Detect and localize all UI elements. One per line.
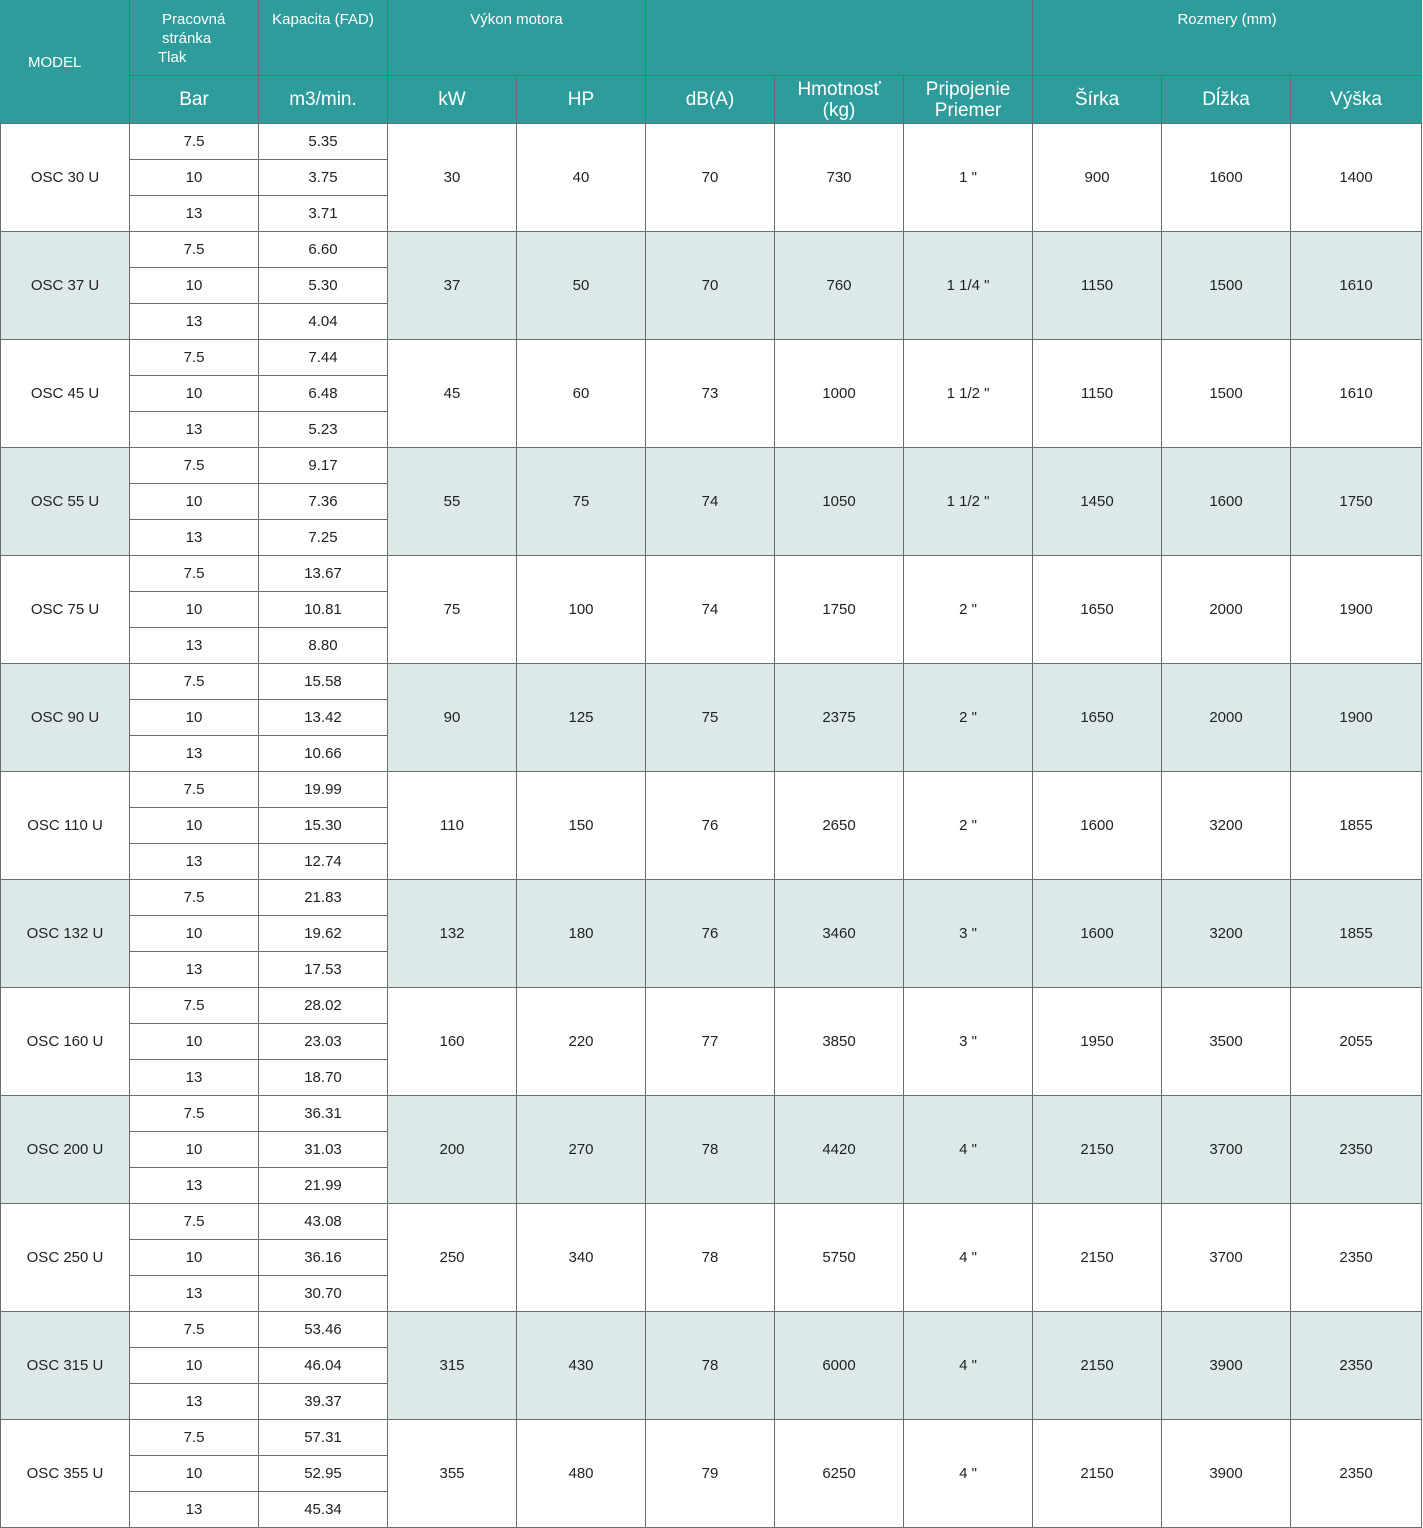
fad-cell: 7.44 bbox=[259, 340, 388, 376]
table-header bbox=[1, 1, 1422, 124]
width-cell: 1450 bbox=[1033, 448, 1162, 556]
width-cell: 1600 bbox=[1033, 880, 1162, 988]
table-row bbox=[1, 1096, 1422, 1132]
db-header: dB(A) bbox=[646, 76, 775, 124]
connection-cell: 4 " bbox=[904, 1096, 1033, 1204]
weight-header-line: (kg) bbox=[822, 99, 856, 121]
bar-cell: 10 bbox=[130, 376, 259, 412]
height-cell: 2350 bbox=[1291, 1420, 1422, 1528]
db-cell: 70 bbox=[646, 232, 775, 340]
hp-cell: 40 bbox=[517, 124, 646, 232]
kw-header: kW bbox=[388, 76, 517, 124]
dimensions-header: Rozmery (mm) bbox=[1033, 1, 1422, 76]
bar-cell: 10 bbox=[130, 1024, 259, 1060]
table-row bbox=[1, 340, 1422, 376]
fad-cell: 28.02 bbox=[259, 988, 388, 1024]
width-header: Šírka bbox=[1033, 76, 1162, 124]
db-cell: 74 bbox=[646, 556, 775, 664]
bar-cell: 13 bbox=[130, 1276, 259, 1312]
fad-cell: 39.37 bbox=[259, 1384, 388, 1420]
width-cell: 1650 bbox=[1033, 556, 1162, 664]
kw-cell: 45 bbox=[388, 340, 517, 448]
hp-cell: 430 bbox=[517, 1312, 646, 1420]
width-cell: 1950 bbox=[1033, 988, 1162, 1096]
m3min-header: m3/min. bbox=[259, 76, 388, 124]
kw-cell: 160 bbox=[388, 988, 517, 1096]
table-row bbox=[1, 232, 1422, 268]
length-cell: 3900 bbox=[1162, 1420, 1291, 1528]
height-cell: 1900 bbox=[1291, 556, 1422, 664]
bar-cell: 13 bbox=[130, 1384, 259, 1420]
bar-cell: 10 bbox=[130, 592, 259, 628]
length-cell: 3500 bbox=[1162, 988, 1291, 1096]
fad-cell: 45.34 bbox=[259, 1492, 388, 1528]
table-row bbox=[1, 124, 1422, 160]
bar-cell: 13 bbox=[130, 412, 259, 448]
weight-cell: 760 bbox=[775, 232, 904, 340]
length-cell: 1600 bbox=[1162, 124, 1291, 232]
bar-cell: 7.5 bbox=[130, 556, 259, 592]
fad-cell: 21.83 bbox=[259, 880, 388, 916]
width-cell: 900 bbox=[1033, 124, 1162, 232]
bar-cell: 7.5 bbox=[130, 664, 259, 700]
fad-cell: 19.99 bbox=[259, 772, 388, 808]
fad-cell: 10.66 bbox=[259, 736, 388, 772]
table-row bbox=[1, 556, 1422, 592]
fad-cell: 4.04 bbox=[259, 304, 388, 340]
height-header: Výška bbox=[1291, 76, 1422, 124]
blank-header bbox=[646, 1, 1033, 76]
length-cell: 1500 bbox=[1162, 340, 1291, 448]
height-cell: 2350 bbox=[1291, 1204, 1422, 1312]
weight-header-line: Hmotnosť bbox=[797, 78, 881, 100]
table-row bbox=[1, 988, 1422, 1024]
fad-cell: 5.30 bbox=[259, 268, 388, 304]
pressure-header-line: Tlak bbox=[158, 48, 187, 66]
db-cell: 77 bbox=[646, 988, 775, 1096]
weight-cell: 2375 bbox=[775, 664, 904, 772]
bar-cell: 7.5 bbox=[130, 1096, 259, 1132]
model-cell: OSC 250 U bbox=[1, 1204, 130, 1312]
hp-cell: 270 bbox=[517, 1096, 646, 1204]
height-cell: 1610 bbox=[1291, 232, 1422, 340]
fad-cell: 36.31 bbox=[259, 1096, 388, 1132]
bar-header: Bar bbox=[130, 76, 259, 124]
height-cell: 2055 bbox=[1291, 988, 1422, 1096]
model-cell: OSC 75 U bbox=[1, 556, 130, 664]
bar-cell: 7.5 bbox=[130, 1420, 259, 1456]
fad-cell: 21.99 bbox=[259, 1168, 388, 1204]
width-cell: 1150 bbox=[1033, 340, 1162, 448]
fad-cell: 6.48 bbox=[259, 376, 388, 412]
connection-cell: 3 " bbox=[904, 988, 1033, 1096]
fad-cell: 23.03 bbox=[259, 1024, 388, 1060]
pressure-header-line: Pracovná bbox=[162, 10, 226, 28]
fad-cell: 9.17 bbox=[259, 448, 388, 484]
bar-cell: 10 bbox=[130, 1132, 259, 1168]
table-row bbox=[1, 1312, 1422, 1348]
model-cell: OSC 37 U bbox=[1, 232, 130, 340]
fad-cell: 5.35 bbox=[259, 124, 388, 160]
width-cell: 1650 bbox=[1033, 664, 1162, 772]
bar-cell: 7.5 bbox=[130, 880, 259, 916]
kw-cell: 132 bbox=[388, 880, 517, 988]
hp-cell: 100 bbox=[517, 556, 646, 664]
fad-cell: 46.04 bbox=[259, 1348, 388, 1384]
bar-cell: 10 bbox=[130, 1240, 259, 1276]
length-cell: 3900 bbox=[1162, 1312, 1291, 1420]
connection-cell: 2 " bbox=[904, 772, 1033, 880]
hp-cell: 180 bbox=[517, 880, 646, 988]
fad-cell: 7.25 bbox=[259, 520, 388, 556]
bar-cell: 7.5 bbox=[130, 232, 259, 268]
kw-cell: 200 bbox=[388, 1096, 517, 1204]
hp-cell: 480 bbox=[517, 1420, 646, 1528]
connection-cell: 1 1/2 " bbox=[904, 448, 1033, 556]
bar-cell: 13 bbox=[130, 1492, 259, 1528]
height-cell: 2350 bbox=[1291, 1312, 1422, 1420]
hp-cell: 75 bbox=[517, 448, 646, 556]
fad-cell: 3.75 bbox=[259, 160, 388, 196]
length-cell: 1500 bbox=[1162, 232, 1291, 340]
bar-cell: 7.5 bbox=[130, 124, 259, 160]
table-row bbox=[1, 1204, 1422, 1240]
hp-cell: 60 bbox=[517, 340, 646, 448]
kw-cell: 315 bbox=[388, 1312, 517, 1420]
fad-cell: 15.58 bbox=[259, 664, 388, 700]
connection-cell: 3 " bbox=[904, 880, 1033, 988]
pressure-header bbox=[130, 1, 259, 76]
weight-header bbox=[775, 76, 904, 124]
width-cell: 1600 bbox=[1033, 772, 1162, 880]
length-cell: 3200 bbox=[1162, 772, 1291, 880]
db-cell: 73 bbox=[646, 340, 775, 448]
weight-cell: 1750 bbox=[775, 556, 904, 664]
weight-cell: 3460 bbox=[775, 880, 904, 988]
db-cell: 79 bbox=[646, 1420, 775, 1528]
kw-cell: 55 bbox=[388, 448, 517, 556]
hp-cell: 340 bbox=[517, 1204, 646, 1312]
kw-cell: 37 bbox=[388, 232, 517, 340]
weight-cell: 6000 bbox=[775, 1312, 904, 1420]
model-cell: OSC 55 U bbox=[1, 448, 130, 556]
length-cell: 2000 bbox=[1162, 664, 1291, 772]
bar-cell: 10 bbox=[130, 1348, 259, 1384]
weight-cell: 1000 bbox=[775, 340, 904, 448]
bar-cell: 7.5 bbox=[130, 988, 259, 1024]
table-row bbox=[1, 880, 1422, 916]
db-cell: 76 bbox=[646, 772, 775, 880]
fad-cell: 53.46 bbox=[259, 1312, 388, 1348]
fad-cell: 13.67 bbox=[259, 556, 388, 592]
hp-cell: 150 bbox=[517, 772, 646, 880]
connection-cell: 1 1/2 " bbox=[904, 340, 1033, 448]
model-header: MODEL bbox=[1, 1, 130, 124]
weight-cell: 1050 bbox=[775, 448, 904, 556]
model-cell: OSC 315 U bbox=[1, 1312, 130, 1420]
db-cell: 78 bbox=[646, 1204, 775, 1312]
kw-cell: 355 bbox=[388, 1420, 517, 1528]
height-cell: 1750 bbox=[1291, 448, 1422, 556]
db-cell: 70 bbox=[646, 124, 775, 232]
fad-cell: 13.42 bbox=[259, 700, 388, 736]
model-cell: OSC 45 U bbox=[1, 340, 130, 448]
connection-cell: 2 " bbox=[904, 556, 1033, 664]
weight-cell: 5750 bbox=[775, 1204, 904, 1312]
model-cell: OSC 355 U bbox=[1, 1420, 130, 1528]
fad-cell: 3.71 bbox=[259, 196, 388, 232]
connection-cell: 2 " bbox=[904, 664, 1033, 772]
table-row bbox=[1, 448, 1422, 484]
hp-header: HP bbox=[517, 76, 646, 124]
length-cell: 3700 bbox=[1162, 1204, 1291, 1312]
kw-cell: 30 bbox=[388, 124, 517, 232]
bar-cell: 10 bbox=[130, 484, 259, 520]
fad-cell: 31.03 bbox=[259, 1132, 388, 1168]
bar-cell: 13 bbox=[130, 1168, 259, 1204]
height-cell: 1855 bbox=[1291, 772, 1422, 880]
fad-cell: 7.36 bbox=[259, 484, 388, 520]
bar-cell: 7.5 bbox=[130, 340, 259, 376]
fad-cell: 10.81 bbox=[259, 592, 388, 628]
kw-cell: 110 bbox=[388, 772, 517, 880]
model-cell: OSC 132 U bbox=[1, 880, 130, 988]
motor-header: Výkon motora bbox=[388, 1, 646, 76]
bar-cell: 13 bbox=[130, 952, 259, 988]
width-cell: 2150 bbox=[1033, 1096, 1162, 1204]
length-cell: 2000 bbox=[1162, 556, 1291, 664]
bar-cell: 13 bbox=[130, 844, 259, 880]
table-row bbox=[1, 1420, 1422, 1456]
hp-cell: 50 bbox=[517, 232, 646, 340]
fad-cell: 12.74 bbox=[259, 844, 388, 880]
connection-cell: 4 " bbox=[904, 1204, 1033, 1312]
hp-cell: 125 bbox=[517, 664, 646, 772]
fad-cell: 52.95 bbox=[259, 1456, 388, 1492]
bar-cell: 7.5 bbox=[130, 448, 259, 484]
fad-cell: 5.23 bbox=[259, 412, 388, 448]
table-body bbox=[1, 124, 1422, 1528]
bar-cell: 10 bbox=[130, 700, 259, 736]
db-cell: 78 bbox=[646, 1312, 775, 1420]
connection-cell: 4 " bbox=[904, 1420, 1033, 1528]
bar-cell: 7.5 bbox=[130, 1204, 259, 1240]
weight-cell: 3850 bbox=[775, 988, 904, 1096]
connection-header bbox=[904, 76, 1033, 124]
kw-cell: 90 bbox=[388, 664, 517, 772]
model-cell: OSC 200 U bbox=[1, 1096, 130, 1204]
weight-cell: 4420 bbox=[775, 1096, 904, 1204]
fad-cell: 30.70 bbox=[259, 1276, 388, 1312]
width-cell: 2150 bbox=[1033, 1204, 1162, 1312]
bar-cell: 13 bbox=[130, 628, 259, 664]
table-row bbox=[1, 772, 1422, 808]
bar-cell: 10 bbox=[130, 268, 259, 304]
fad-cell: 6.60 bbox=[259, 232, 388, 268]
pressure-header-line: stránka bbox=[162, 29, 212, 47]
bar-cell: 13 bbox=[130, 196, 259, 232]
model-cell: OSC 90 U bbox=[1, 664, 130, 772]
height-cell: 1900 bbox=[1291, 664, 1422, 772]
fad-cell: 17.53 bbox=[259, 952, 388, 988]
weight-cell: 2650 bbox=[775, 772, 904, 880]
fad-cell: 15.30 bbox=[259, 808, 388, 844]
length-header: Dĺžka bbox=[1162, 76, 1291, 124]
height-cell: 2350 bbox=[1291, 1096, 1422, 1204]
length-cell: 3700 bbox=[1162, 1096, 1291, 1204]
length-cell: 3200 bbox=[1162, 880, 1291, 988]
length-cell: 1600 bbox=[1162, 448, 1291, 556]
bar-cell: 7.5 bbox=[130, 1312, 259, 1348]
fad-cell: 18.70 bbox=[259, 1060, 388, 1096]
fad-cell: 19.62 bbox=[259, 916, 388, 952]
weight-cell: 6250 bbox=[775, 1420, 904, 1528]
height-cell: 1610 bbox=[1291, 340, 1422, 448]
fad-cell: 57.31 bbox=[259, 1420, 388, 1456]
bar-cell: 10 bbox=[130, 916, 259, 952]
fad-cell: 8.80 bbox=[259, 628, 388, 664]
kw-cell: 75 bbox=[388, 556, 517, 664]
db-cell: 75 bbox=[646, 664, 775, 772]
kw-cell: 250 bbox=[388, 1204, 517, 1312]
table-row bbox=[1, 664, 1422, 700]
bar-cell: 10 bbox=[130, 1456, 259, 1492]
db-cell: 74 bbox=[646, 448, 775, 556]
db-cell: 76 bbox=[646, 880, 775, 988]
connection-header-line: Priemer bbox=[934, 99, 1002, 121]
fad-cell: 43.08 bbox=[259, 1204, 388, 1240]
hp-cell: 220 bbox=[517, 988, 646, 1096]
bar-cell: 13 bbox=[130, 520, 259, 556]
width-cell: 1150 bbox=[1033, 232, 1162, 340]
height-cell: 1855 bbox=[1291, 880, 1422, 988]
height-cell: 1400 bbox=[1291, 124, 1422, 232]
model-cell: OSC 110 U bbox=[1, 772, 130, 880]
capacity-header: Kapacita (FAD) bbox=[259, 1, 388, 76]
fad-cell: 36.16 bbox=[259, 1240, 388, 1276]
bar-cell: 13 bbox=[130, 1060, 259, 1096]
connection-cell: 1 " bbox=[904, 124, 1033, 232]
connection-cell: 4 " bbox=[904, 1312, 1033, 1420]
bar-cell: 13 bbox=[130, 304, 259, 340]
weight-cell: 730 bbox=[775, 124, 904, 232]
bar-cell: 10 bbox=[130, 808, 259, 844]
width-cell: 2150 bbox=[1033, 1312, 1162, 1420]
connection-cell: 1 1/4 " bbox=[904, 232, 1033, 340]
model-cell: OSC 30 U bbox=[1, 124, 130, 232]
db-cell: 78 bbox=[646, 1096, 775, 1204]
connection-header-line: Pripojenie bbox=[925, 78, 1011, 100]
bar-cell: 10 bbox=[130, 160, 259, 196]
width-cell: 2150 bbox=[1033, 1420, 1162, 1528]
model-cell: OSC 160 U bbox=[1, 988, 130, 1096]
bar-cell: 13 bbox=[130, 736, 259, 772]
bar-cell: 7.5 bbox=[130, 772, 259, 808]
